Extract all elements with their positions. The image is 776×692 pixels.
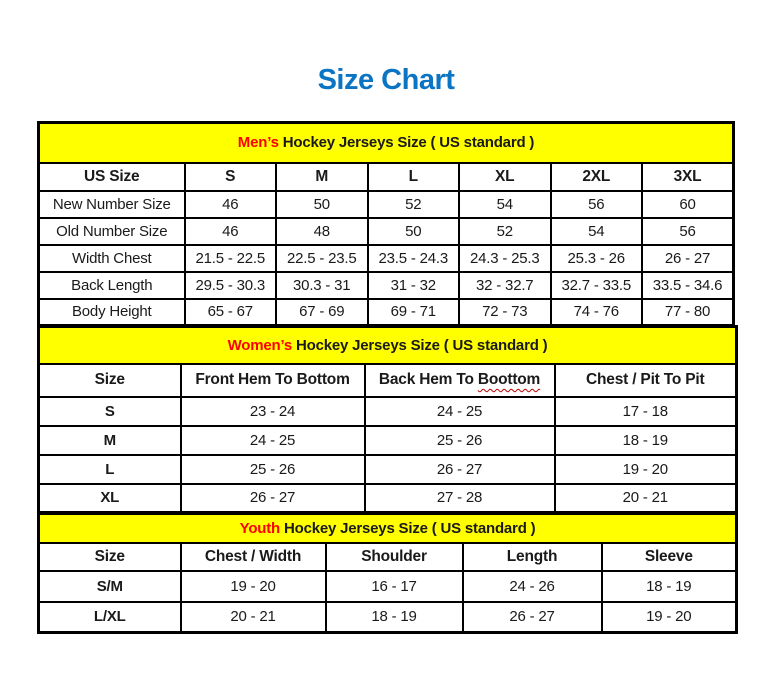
data-cell: 52	[368, 191, 460, 218]
column-header: Shoulder	[326, 543, 463, 571]
data-cell: 20 - 21	[555, 484, 737, 513]
data-cell: 46	[185, 218, 277, 245]
row-label: S/M	[39, 571, 181, 602]
data-cell: 31 - 32	[368, 272, 460, 299]
data-cell: 74 - 76	[551, 299, 643, 326]
data-cell: 56	[551, 191, 643, 218]
column-header: US Size	[39, 163, 185, 191]
data-cell: 18 - 19	[602, 571, 737, 602]
data-cell: 25 - 26	[365, 426, 555, 455]
row-label: M	[39, 426, 181, 455]
data-cell: 27 - 28	[365, 484, 555, 513]
size-tables	[37, 121, 735, 634]
row-label: XL	[39, 484, 181, 513]
column-header: S	[185, 163, 277, 191]
column-header: Size	[39, 543, 181, 571]
data-cell: 69 - 71	[368, 299, 460, 326]
data-cell: 60	[642, 191, 734, 218]
column-header: 2XL	[551, 163, 643, 191]
column-header: Front Hem To Bottom	[181, 364, 365, 397]
data-cell: 25.3 - 26	[551, 245, 643, 272]
data-cell: 72 - 73	[459, 299, 551, 326]
data-cell: 67 - 69	[276, 299, 368, 326]
data-cell: 24 - 25	[181, 426, 365, 455]
column-header: M	[276, 163, 368, 191]
data-cell: 19 - 20	[602, 602, 737, 633]
page-title: Size Chart	[317, 64, 455, 96]
data-cell: 26 - 27	[181, 484, 365, 513]
banner-highlight: Women’s	[227, 336, 293, 354]
column-header: Chest / Width	[181, 543, 326, 571]
column-header: Back Hem To Boottom	[365, 364, 555, 397]
mens-row	[39, 299, 734, 326]
data-cell: 50	[276, 191, 368, 218]
data-cell: 52	[459, 218, 551, 245]
row-label: S	[39, 397, 181, 426]
data-cell: 54	[459, 191, 551, 218]
data-cell: 26 - 27	[463, 602, 602, 633]
column-header: XL	[459, 163, 551, 191]
youth-banner-row	[39, 514, 737, 543]
banner-highlight: Men’s	[237, 134, 279, 152]
mens-banner-row	[39, 123, 734, 163]
data-cell: 19 - 20	[555, 455, 737, 484]
womens-banner-row	[39, 327, 737, 364]
data-cell: 18 - 19	[555, 426, 737, 455]
data-cell: 30.3 - 31	[276, 272, 368, 299]
mens-banner	[39, 123, 734, 163]
data-cell: 32 - 32.7	[459, 272, 551, 299]
data-cell: 18 - 19	[326, 602, 463, 633]
data-cell: 19 - 20	[181, 571, 326, 602]
row-label: Body Height	[39, 299, 185, 326]
row-label: L/XL	[39, 602, 181, 633]
mens-size-table	[37, 121, 735, 327]
data-cell: 23 - 24	[181, 397, 365, 426]
womens-banner	[39, 327, 737, 364]
youth-banner	[39, 514, 737, 543]
data-cell: 26 - 27	[365, 455, 555, 484]
data-cell: 77 - 80	[642, 299, 734, 326]
youth-row	[39, 602, 737, 633]
womens-row	[39, 455, 737, 484]
youth-size-table	[37, 512, 738, 634]
womens-row	[39, 484, 737, 513]
data-cell: 23.5 - 24.3	[368, 245, 460, 272]
data-cell: 50	[368, 218, 460, 245]
banner-text: Hockey Jerseys Size ( US standard )	[292, 336, 548, 354]
youth-row	[39, 571, 737, 602]
mens-row	[39, 191, 734, 218]
data-cell: 16 - 17	[326, 571, 463, 602]
womens-row	[39, 426, 737, 455]
row-label: Back Length	[39, 272, 185, 299]
data-cell: 29.5 - 30.3	[185, 272, 277, 299]
womens-row	[39, 397, 737, 426]
data-cell: 65 - 67	[185, 299, 277, 326]
row-label: L	[39, 455, 181, 484]
youth-header-row	[39, 543, 737, 571]
data-cell: 26 - 27	[642, 245, 734, 272]
banner-text: Hockey Jerseys Size ( US standard )	[280, 519, 536, 537]
data-cell: 46	[185, 191, 277, 218]
banner-highlight: Youth	[239, 519, 280, 537]
mens-row	[39, 218, 734, 245]
mens-row	[39, 272, 734, 299]
data-cell: 24 - 26	[463, 571, 602, 602]
womens-header-row	[39, 364, 737, 397]
data-cell: 54	[551, 218, 643, 245]
womens-size-table	[37, 325, 738, 514]
data-cell: 20 - 21	[181, 602, 326, 633]
data-cell: 24 - 25	[365, 397, 555, 426]
column-header: Chest / Pit To Pit	[555, 364, 737, 397]
data-cell: 17 - 18	[555, 397, 737, 426]
column-header: Sleeve	[602, 543, 737, 571]
data-cell: 24.3 - 25.3	[459, 245, 551, 272]
column-header: L	[368, 163, 460, 191]
column-header: Size	[39, 364, 181, 397]
mens-row	[39, 245, 734, 272]
data-cell: 21.5 - 22.5	[185, 245, 277, 272]
data-cell: 56	[642, 218, 734, 245]
column-header: Length	[463, 543, 602, 571]
row-label: Old Number Size	[39, 218, 185, 245]
data-cell: 48	[276, 218, 368, 245]
data-cell: 22.5 - 23.5	[276, 245, 368, 272]
data-cell: 33.5 - 34.6	[642, 272, 734, 299]
column-header: 3XL	[642, 163, 734, 191]
mens-header-row	[39, 163, 734, 191]
row-label: New Number Size	[39, 191, 185, 218]
data-cell: 32.7 - 33.5	[551, 272, 643, 299]
row-label: Width Chest	[39, 245, 185, 272]
data-cell: 25 - 26	[181, 455, 365, 484]
misspelled-word: Boottom	[477, 371, 541, 388]
banner-text: Hockey Jerseys Size ( US standard )	[278, 134, 535, 152]
